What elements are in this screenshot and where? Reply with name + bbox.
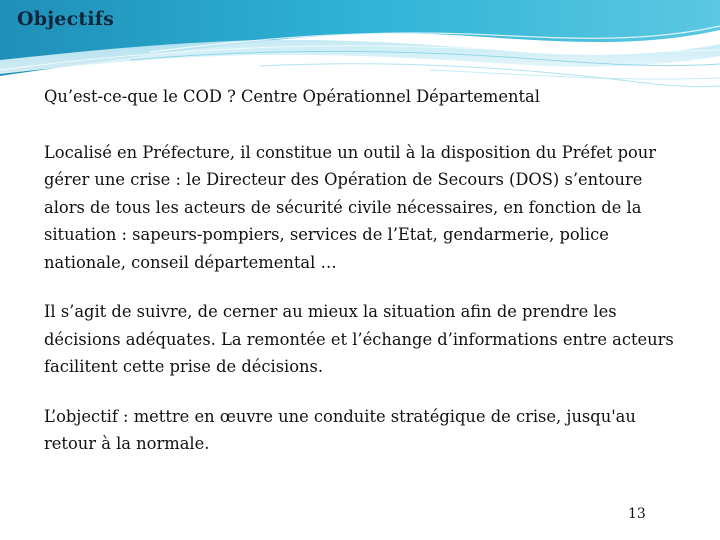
page-number: 13 [628, 506, 646, 522]
paragraph-cod-description: Localisé en Préfecture, il constitue un outil à la disposition du Préfet pour gérer une crise : le Directeur des Opération de Secours (DOS) s’entoure alors de tous les acteurs de sécurité civile nécessaires, en fonction de la situation : sapeurs-pompiers, services de l’Etat, gendarmerie, police nationale, conseil départemental … [44, 142, 657, 272]
slide-subtitle: Qu’est-ce-que le COD ? Centre Opérationnel Départemental [44, 87, 540, 106]
paragraph-situation-tracking: Il s’agit de suivre, de cerner au mieux la situation afin de prendre les décisions adéquates. La remontée et l’échange d’informations entre acteurs facilitent cette prise de décisions. [44, 302, 674, 376]
slide-title: Objectifs [17, 8, 115, 30]
slide-body [44, 83, 684, 480]
paragraph-objective: L’objectif : mettre en œuvre une conduite stratégique de crise, jusqu'au retour à la normale. [44, 406, 636, 453]
